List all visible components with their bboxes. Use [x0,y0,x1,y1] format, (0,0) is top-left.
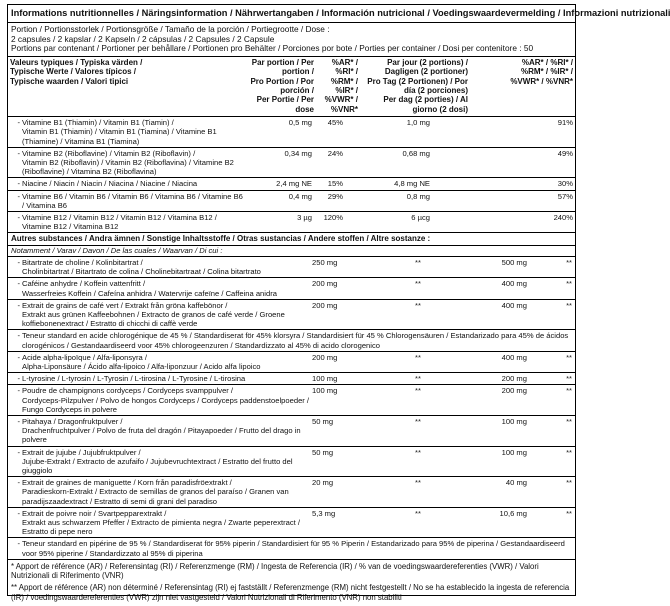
ri-not-established-mark: ** [415,279,421,289]
percent-ri-day: 91% [557,118,573,128]
substance-name [21,447,311,477]
substance-name [21,508,311,538]
row-dash: - [17,179,20,189]
row-dash: - [17,352,20,362]
ri-not-established-mark: ** [566,508,572,518]
nutrient-name [21,178,247,189]
percent-ri-portion: 24% [327,148,343,158]
row-dash: - [17,257,20,267]
other-substances-table [8,256,575,559]
substance-name-line1: Extrait de poivre noir / Svartpepparextrakt / [22,508,167,518]
row-dash: - [17,118,20,128]
standardization-text: Teneur standard en acide chlorogénique de 45 % / Standardiserat för 45% klorsyra / Standardisiert für 45 % Chlorogensäuren / Estandarizado para 45% de ácidos clorogénicos / Gestandaardiseerd voor 45% chlorogeenzuren / Standardizzato al 45% di acido clorogenico [22,331,569,350]
row-dash: - [17,300,20,310]
substance-row [8,415,575,446]
substance-name [21,373,311,384]
row-dash: - [17,386,20,396]
substance-row [8,384,575,415]
row-dash: - [17,539,20,549]
percent-ri-day: 49% [557,148,573,158]
nutrient-name-line1: Vitamine B12 / Vitamin B12 / Vitamin B12 / Vitamina B12 / Vitamine B12 / Vitamina B12 [22,213,217,232]
servings-per-container: Portions par contenant / Portioner per behållare / Portionen pro Behälter / Porciones por bote / Porties per container / Dosi per contenitore : 50 [11,43,534,54]
nutrient-name-line2: Vitamin B2 (Riboflavin) / Vitamin B2 (Riboflavina) / Vitamine B2 (Riboflavine) / Vitamina B2 (Riboflavina) [22,158,234,177]
amount-per-day: 200 mg [501,374,527,384]
ri-not-established-mark: ** [415,386,421,396]
percent-ri-portion: 15% [327,179,343,189]
substance-row [8,299,575,330]
row-dash: - [17,508,20,518]
ri-not-established-mark: ** [566,386,572,396]
row-dash: - [17,447,20,457]
header-per-portion: Par portion / Per portion / Pro Portion / Por porción / Per Portie / Per dose [250,57,314,114]
standardization-row [8,329,575,350]
ri-not-established-mark: ** [415,508,421,518]
amount-per-day: 400 mg [501,279,527,289]
amount-per-day: 400 mg [501,300,527,310]
amount-per-day: 1,0 mg [406,118,430,128]
substance-name-line2: Cholinbitartrat / Bitartrato de colina / Cholinebitartraat / Colina bitartrato [22,267,261,277]
header-per-day: Par jour (2 portions) / Dagligen (2 portioner) Pro Tag (2 Portionen) / Por día (2 porciones) Per dag (2 porties) / Al giorno (2 dosi) [367,57,468,114]
portion-info [8,23,575,56]
percent-ri-day: 240% [553,213,573,223]
row-dash: - [17,417,20,426]
other-substances-title: Autres substances / Andra ämnen / Sonstige Inhaltsstoffe / Otras sustancias / Andere stoffen / Altre sostanze : [8,232,575,245]
substance-name-line2: Wasserfreies Koffein / Cafeína anhidra / Watervrije cafeïne / Caffeina anidra [22,288,277,298]
substance-name-line1: Caféine anhydre / Koffein vattenfritt / [22,279,146,289]
vitamin-row [8,211,575,232]
substance-row [8,372,575,384]
ri-not-established-mark: ** [566,257,572,267]
row-dash: - [17,191,20,201]
substance-name [21,385,311,415]
substance-name-line1: Poudre de champignons cordyceps / Cordyceps svamppulver / [22,386,234,396]
footnote-ri: * Apport de référence (AR) / Referensintag (RI) / Referenzmenge (RM) / Ingesta de Referencia (IR) / % van de voedingswaardereferenties (VWR) / Valori Nutrizionali di Riferimento (VNR) [11,561,539,581]
row-dash: - [17,478,20,488]
amount-per-portion: 200 mg [312,352,338,362]
ri-not-established-mark: ** [415,478,421,488]
amount-per-day: 10,6 mg [499,508,527,518]
substance-row [8,351,575,372]
amount-per-portion: 5,3 mg [312,508,336,518]
substance-name [21,352,311,372]
percent-ri-day: 57% [557,191,573,201]
amount-per-portion: 100 mg [312,386,338,396]
amount-per-portion: 2,4 mg NE [276,179,312,189]
row-dash: - [17,374,20,384]
vitamin-row [8,116,575,147]
amount-per-day: 200 mg [501,386,527,396]
ri-not-established-mark: ** [415,447,421,457]
ri-not-established-mark: ** [566,374,572,384]
nutrient-name-line1: Vitamine B2 (Riboflavine) / Vitamin B2 (Riboflavin) / [22,148,196,158]
header-percent-ri: %AR* / %RI* / %RM* / %IR* / %VWR* / %VNR* [324,57,358,114]
amount-per-day: 6 µcg [411,213,430,223]
vitamin-row [8,147,575,178]
substance-name [21,300,311,330]
of-which-note: Notamment / Varav / Davon / De las cuales / Waarvan / Di cui : [8,245,575,256]
amount-per-portion: 200 mg [312,300,338,310]
ri-not-established-mark: ** [566,300,572,310]
amount-per-day: 0,8 mg [406,191,430,201]
substance-row [8,507,575,538]
nutrient-name-line1: Vitamine B6 / Vitamin B6 / Vitamin B6 / Vitamina B6 / Vitamine B6 / Vitamina B6 [22,191,243,210]
substance-name-line2: Alpha-Liponsäure / Ácido alfa-lipoico / Alfa-liponzuur / Acido alfa lipoico [22,361,261,371]
amount-per-day: 100 mg [501,447,527,457]
amount-per-portion: 250 mg [312,257,338,267]
portion-label: Portion / Portionsstorlek / Portionsgröße / Tamaño de la porción / Portiegrootte / Dose : [11,24,330,34]
substance-row [8,277,575,298]
substance-row [8,446,575,477]
standardization-row [8,537,575,558]
ri-not-established-mark: ** [566,447,572,457]
nutrient-name [21,117,247,147]
nutrient-name [21,148,247,178]
substance-row [8,476,575,507]
amount-per-portion: 0,4 mg [288,191,312,201]
ri-not-established-mark: ** [415,374,421,384]
footnote-ri-not-established: ** Apport de référence (AR) non déterminé / Referensintag (RI) ej fastställt / Referenzmenge (RM) nicht festgestellt / No se ha establecido la ingesta de referencia (IR) / voedingswaardereferenties (VWR) zijn niet vastgesteld / Valori Nutrizionali di Riferimento (VNR) non stabiliti [11,583,570,602]
substance-name [21,257,311,277]
substance-name [21,477,311,507]
substance-name-line1: Extrait de jujube / Jujubfruktpulver / [22,447,141,457]
panel-title: Informations nutritionnelles / Näringsinformation / Nährwertangaben / Información nutricional / Voedingswaardevermelding / Informazioni nutrizionali [8,5,575,23]
portion-value: 2 capsules / 2 kapslar / 2 Kapseln / 2 cápsulas / 2 Capsules / 2 Capsule [11,33,275,44]
substance-name-line2: Extrakt aus grünen Kaffeebohnen / Extracto de granos de café verde / Groene koffiebonenextract / Estratto di chicchi di caffè verde [22,309,285,329]
substance-row [8,256,575,277]
amount-per-day: 100 mg [501,417,527,426]
percent-ri-day: 30% [557,179,573,189]
substance-name-line1: Bitartrate de choline / Kolinbitartrat / [22,257,143,267]
vitamin-row [8,190,575,211]
nutrient-name-line1: Niacine / Niacin / Niacin / Niacina / Niacine / Niacina [22,179,198,189]
amount-per-portion: 20 mg [312,478,334,488]
amount-per-day: 500 mg [501,257,527,267]
nutrient-name-line1: Vitamine B1 (Thiamin) / Vitamin B1 (Tiamin) / [22,118,174,128]
amount-per-portion: 50 mg [312,447,334,457]
standardization-text: Teneur standard en pipérine de 95 % / Standardiserat för 95% piperin / Standardisiert für 95 % Piperin / Estandarizado para 95% de piperina / Gestandaardiseerd voor 95% piperine / Standardizzato al 95% di piperina [22,539,565,558]
substance-name-line2: Paradieskorn-Extrakt / Extracto de semillas de granos del paraíso / Granen van paradijszaadextract / Estratto di semi di grani del paradiso [22,487,289,506]
vitamin-row [8,177,575,189]
amount-per-portion: 3 µg [297,213,312,223]
ri-not-established-mark: ** [566,478,572,488]
header-percent-ri-day: %AR* / %RI* / %RM* / %IR* / %VWR* / %VNR* [510,57,573,86]
percent-ri-portion: 120% [323,213,343,223]
row-dash: - [17,148,20,158]
substance-name-line1: Extrait de grains de café vert / Extrakt från gröna kaffebönor / [22,300,228,310]
ri-not-established-mark: ** [415,257,421,267]
row-dash: - [17,331,20,341]
ri-not-established-mark: ** [415,417,421,426]
ri-not-established-mark: ** [566,352,572,362]
row-dash: - [17,279,20,289]
ri-not-established-mark: ** [566,279,572,289]
ri-not-established-mark: ** [415,300,421,310]
ri-not-established-mark: ** [415,352,421,362]
percent-ri-portion: 29% [327,191,343,201]
substance-name-line2: Cordyceps-Pilzpulver / Polvo de hongos Cordyceps / Cordyceps paddenstoelpoeder / Fungo Cordyceps in polvere [22,395,310,414]
substance-name [21,416,311,446]
amount-per-day: 0,68 mg [402,148,430,158]
substance-name-line1: Pitahaya / Dragonfruktpulver / [22,417,123,426]
footnotes [8,559,575,606]
header-typical-values: Valeurs typiques / Typiska värden / Typische Werte / Valores típicos / Typische waarden / Valori tipici [10,57,143,86]
nutrient-name [21,212,247,232]
substance-name-line2: Drachenfruchtpulver / Polvo de fruta del dragón / Pitayapoeder / Frutto del drago in polvere [22,426,301,445]
amount-per-portion: 0,34 mg [284,148,312,158]
vitamins-table [8,116,575,232]
substance-name-line2: Extrakt aus schwarzem Pfeffer / Extracto de pimienta negra / Zwarte peperextract / Estratto di pepe nero [22,518,300,537]
amount-per-portion: 0,5 mg [288,118,312,128]
amount-per-day: 40 mg [505,478,527,488]
amount-per-day: 4,8 mg NE [394,179,430,189]
substance-name-line1: Acide alpha-lipoïque / Alfa-liponsyra / [22,352,147,362]
amount-per-portion: 100 mg [312,374,338,384]
amount-per-day: 400 mg [501,352,527,362]
amount-per-portion: 50 mg [312,417,334,426]
percent-ri-portion: 45% [327,118,343,128]
nutrition-facts-panel [7,4,670,602]
substance-name [21,278,311,298]
ri-not-established-mark: ** [566,417,572,426]
row-dash: - [17,213,20,223]
nutrient-name-line2: Vitamin B1 (Thiamin) / Vitamin B1 (Tiamina) / Vitamine B1 (Thiamine) / Vitamina B1 (Tiamina) [22,127,217,146]
amount-per-portion: 200 mg [312,279,338,289]
substance-name-line2: Jujube-Extrakt / Extracto de azufaifo / Jujubevruchtextract / Estratto del frutto del giuggiolo [22,456,293,476]
table-header [8,56,575,116]
nutrient-name [21,191,247,211]
substance-name-line1: L-tyrosine / L-tyrosin / L-Tyrosin / L-tirosina / L-Tyrosine / L-tirosina [22,374,246,384]
substance-name-line1: Extrait de graines de maniguette / Korn från paradisfröextrakt / [22,478,232,488]
